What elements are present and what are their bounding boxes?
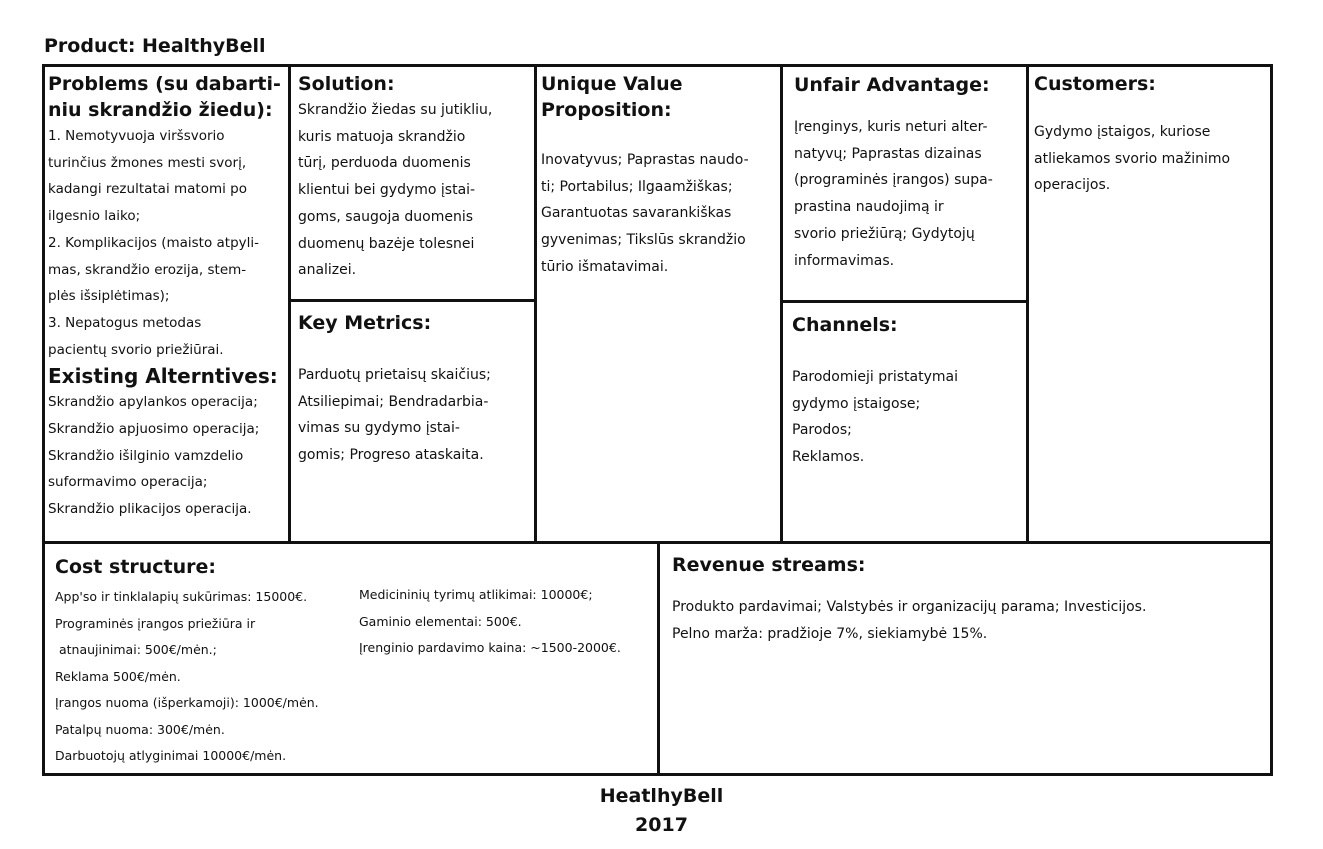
key-metric-line: gomis; Progreso ataskaita. (298, 447, 484, 464)
cost-item: Darbuotojų atlyginimai 10000€/mėn. (55, 748, 287, 763)
cost-structure-cell (45, 541, 660, 773)
cost-list-left (55, 584, 319, 770)
problems-cell (45, 67, 291, 541)
problems-list (48, 123, 288, 363)
problem-line: 2. Komplikacijos (maisto atpyli- (48, 234, 260, 251)
cost-item: Medicininių tyrimų atlikimai: 10000€; (359, 587, 593, 602)
channel-line: Parodos; (792, 422, 852, 439)
unfair-advantage-line: (programinės įrangos) supa- (794, 172, 993, 189)
solution-line: klientui bei gydymo įstai- (298, 182, 476, 199)
cost-item: Įrenginio pardavimo kaina: ~1500-2000€. (359, 640, 621, 655)
key-metric-line: vimas su gydymo įstai- (298, 420, 460, 437)
uvp-line: ti; Portabilus; Ilgaamžiškas; (541, 178, 733, 195)
problem-line: turinčius žmones mesti svorį, (48, 154, 247, 171)
cost-structure-title: Cost structure: (55, 556, 217, 578)
problem-line: plės išsiplėtimas); (48, 288, 170, 305)
unfair-advantage-line: prastina naudojimą ir (794, 199, 944, 216)
problem-line: 3. Nepatogus metodas (48, 314, 202, 331)
solution-line: goms, saugoja duomenis (298, 208, 474, 225)
revenue-streams-title: Revenue streams: (672, 554, 866, 576)
unfair-advantage-line: svorio priežiūrą; Gydytojų (794, 225, 975, 242)
problem-line: mas, skrandžio erozija, stem- (48, 261, 247, 278)
cost-item: Įrangos nuoma (išperkamoji): 1000€/mėn. (55, 695, 319, 710)
product-title: Product: HealthyBell (44, 35, 266, 57)
cost-item: Programinės įrangos priežiūra ir (55, 615, 256, 631)
problem-line: pacientų svorio priežiūrai. (48, 341, 224, 358)
alternative-line: Skrandžio apjuosimo operacija; (48, 421, 260, 438)
alternatives-title: Existing Alterntives: (48, 364, 278, 389)
revenue-line: Produkto pardavimai; Valstybės ir organizacijų parama; Investicijos. (672, 599, 1147, 615)
cost-item: Gaminio elementai: 500€. (359, 613, 522, 629)
cost-item: atnaujinimai: 500€/mėn.; (55, 642, 217, 657)
solution-line: kuris matuoja skrandžio (298, 128, 466, 145)
unfair-advantage-cell (783, 67, 1029, 303)
customers-cell (1029, 67, 1270, 541)
unfair-advantage-line: Įrenginys, kuris neturi alter- (794, 119, 988, 135)
uvp-line: tūrio išmatavimai. (541, 258, 669, 275)
alternatives-list (48, 389, 288, 523)
key-metrics-text (298, 362, 534, 469)
revenue-line: Pelno marža: pradžioje 7%, siekiamybė 15%. (672, 625, 988, 642)
cost-item: Patalpų nuoma: 300€/mėn. (55, 721, 225, 737)
uvp-line: Inovatyvus; Paprastas naudo- (541, 152, 749, 168)
channels-title: Channels: (792, 314, 898, 336)
cost-item: App'so ir tinklalapių sukūrimas: 15000€. (55, 589, 308, 604)
cost-list-right (359, 582, 621, 662)
alternative-line: Skrandžio apylankos operacija; (48, 394, 258, 411)
lean-canvas (42, 64, 1273, 776)
solution-title: Solution: (298, 73, 395, 95)
solution-line: tūrį, perduoda duomenis (298, 155, 471, 172)
unfair-advantage-title: Unfair Advantage: (794, 74, 990, 96)
revenue-streams-cell (660, 541, 1270, 773)
key-metrics-title: Key Metrics: (298, 312, 432, 334)
solution-line: analizei. (298, 262, 357, 279)
channels-text (792, 364, 1026, 471)
uvp-text (541, 147, 780, 281)
customer-line: Gydymo įstaigos, kuriose (1034, 124, 1211, 140)
problem-line: ilgesnio laiko; (48, 208, 141, 225)
uvp-title: Unique Value Proposition: (541, 73, 683, 121)
solution-line: duomenų bazėje tolesnei (298, 235, 475, 252)
unfair-advantage-line: natyvų; Paprastas dizainas (794, 145, 982, 162)
problem-line: kadangi rezultatai matomi po (48, 181, 247, 198)
problems-title: Problems (su dabarti- niu skrandžio žiedu): (48, 73, 281, 121)
uvp-line: Garantuotas savarankiškas (541, 205, 732, 222)
alternative-line: Skrandžio plikacijos operacija. (48, 501, 252, 518)
footer (0, 782, 1323, 840)
solution-text (298, 97, 534, 284)
customer-line: atliekamos svorio mažinimo (1034, 150, 1231, 167)
key-metric-line: Atsiliepimai; Bendradarbia- (298, 393, 489, 410)
uvp-cell (537, 67, 783, 541)
customers-title: Customers: (1034, 73, 1156, 95)
key-metric-line: Parduotų prietaisų skaičius; (298, 367, 491, 383)
unfair-advantage-line: informavimas. (794, 252, 895, 269)
key-metrics-cell (291, 302, 537, 541)
customer-line: operacijos. (1034, 177, 1111, 194)
revenue-streams-text (672, 594, 1270, 647)
cost-item: Reklama 500€/mėn. (55, 668, 181, 684)
alternative-line: suformavimo operacija; (48, 474, 208, 491)
footer-year: 2017 (635, 814, 688, 836)
channels-cell (783, 303, 1029, 541)
problem-line: 1. Nemotyvuoja viršsvorio (48, 128, 225, 144)
channel-line: Reklamos. (792, 449, 865, 466)
alternative-line: Skrandžio išilginio vamzdelio (48, 447, 244, 464)
unfair-advantage-text (794, 114, 1026, 274)
solution-line: Skrandžio žiedas su jutikliu, (298, 102, 493, 118)
channel-line: Parodomieji pristatymai (792, 369, 959, 385)
solution-cell (291, 67, 537, 302)
uvp-line: gyvenimas; Tikslūs skrandžio (541, 232, 746, 249)
channel-line: gydymo įstaigose; (792, 395, 921, 412)
footer-name: HeatlhyBell (599, 785, 724, 807)
customers-text (1034, 119, 1270, 199)
